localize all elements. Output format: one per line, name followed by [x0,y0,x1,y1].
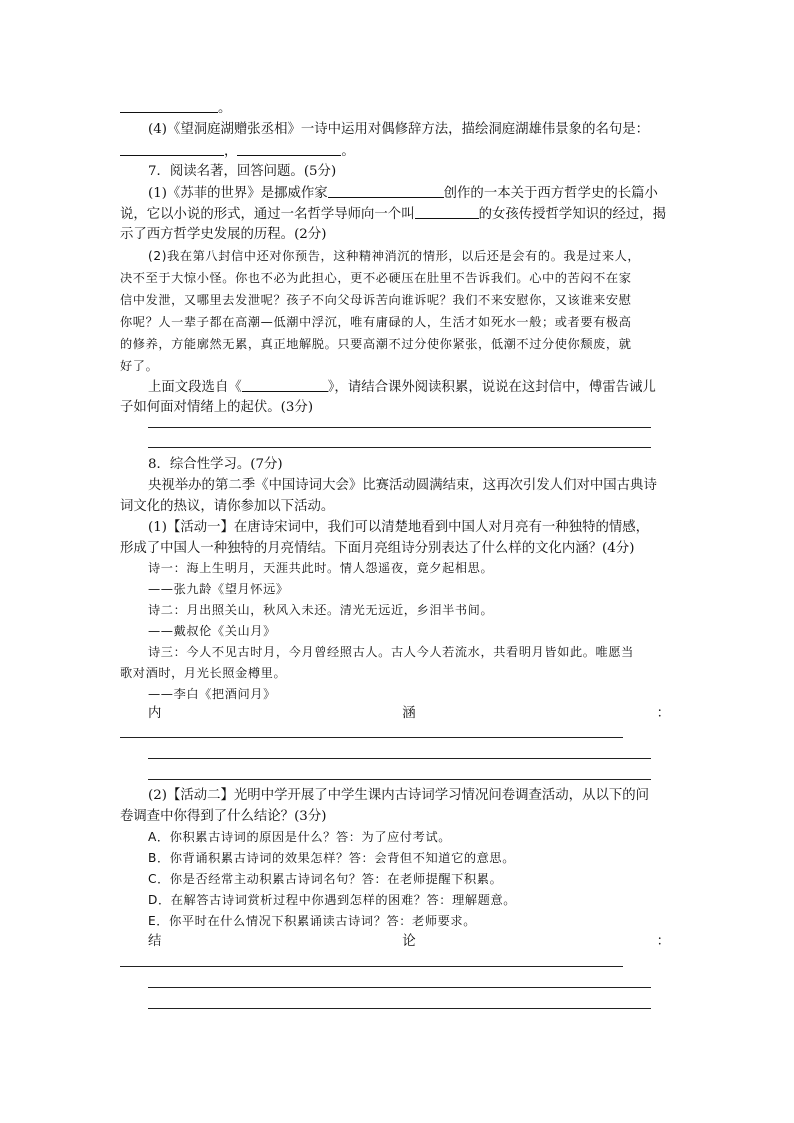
poem-attribution: ——李白《把酒问月》 [148,687,276,701]
q7-2-line1: 上面文段选自《 》，请结合课外阅读积累，说说在这封信中，傅雷告诫儿 [148,377,680,398]
answer-line[interactable] [120,966,623,967]
q8-heading: 8．综合性学习。(7分) [148,457,283,472]
poem-line: 歌对酒时，月光长照金樽里。 [120,666,287,680]
q7-1-line2: 说，它以小说的形式，通过一名哲学导师向一个叫 的女孩传授哲学知识的经过，揭 [120,204,680,225]
q6-4-prompt: (4)《望洞庭湖赠张丞相》一诗中运用对偶修辞方法，描绘洞庭湖雄伟景象的名句是： [148,122,650,137]
q6-4-answer-line: ， 。 [120,141,680,162]
q7-1-line1: (1)《苏菲的世界》是挪威作家 创作的一本关于西方哲学史的长篇小 [148,183,680,204]
poem-line: 诗二：月出照关山，秋风入未还。清光无远近，乡泪半书间。 [148,603,494,617]
poem-line: 诗三：今人不见古时月，今月曾经照古人。古人今人若流水，共看明月皆如此。唯愿当 [148,645,634,659]
answer-blank[interactable] [120,98,218,113]
answer-blank-second[interactable] [237,141,341,156]
passage-line: 好了。 [120,359,159,373]
poem-attribution: ——戴叔伦《关山月》 [148,624,276,638]
passage-line: 你呢？人一辈子都在高潮—低潮中浮沉，唯有庸碌的人，生活才如死水一般；或者要有极高 [120,315,632,329]
survey-item: C．你是否经常主动积累古诗词名句？答：在老师提醒下积累。 [148,872,503,886]
book-title-blank[interactable] [242,377,328,392]
survey-item: A．你积累古诗词的原因是什么？答：为了应付考试。 [148,830,452,844]
connotation-answer-label: 内 涵 ： [148,706,670,721]
passage-line: 的修养，方能廓然无累，真正地解脱。只要高潮不过分使你紧张，低潮不过分使你颓废，就 [120,337,632,351]
answer-line[interactable] [148,447,651,448]
q7-1-line3: 示了西方哲学史发展的历程。(2分) [120,227,327,242]
passage-line: (2)我在第八封信中还对你预告，这种精神消沉的情形，以后还是会有的。我是过来人， [148,249,641,263]
answer-line[interactable] [120,737,623,738]
survey-item: E．你平时在什么情况下积累诵读古诗词？答：老师要求。 [148,914,476,928]
activity1-line1: (1)【活动一】在唐诗宋词中，我们可以清楚地看到中国人对月亮有一种独特的情感， [148,520,650,535]
answer-line[interactable] [148,779,651,780]
survey-item: B．你背诵积累古诗词的效果怎样？答：会背但不知道它的意思。 [148,851,516,865]
girl-name-blank[interactable] [415,204,479,219]
activity1-line2: 形成了中国人一种独特的月亮情结。下面月亮组诗分别表达了什么样的文化内涵？(4分) [120,541,635,556]
q6-3-answer-line: 。 [120,98,680,119]
poem-line: 诗一：海上生明月，天涯共此时。情人怨遥夜，竟夕起相思。 [148,561,494,575]
conclusion-answer-label: 结 论 ： [148,934,670,949]
answer-line[interactable] [148,758,651,759]
poem-attribution: ——张九龄《望月怀远》 [148,582,289,596]
activity2-line1: (2)【活动二】光明中学开展了中学生课内古诗词学习情况问卷调查活动，从以下的问 [148,788,650,803]
activity2-line2: 卷调查中你得到了什么结论？(3分) [120,809,327,824]
q7-heading: 7．阅读名著，回答问题。(5分) [148,164,337,179]
passage-line: 决不至于大惊小怪。你也不必为此担心，更不必硬压在肚里不告诉我们。心中的苦闷不在家 [120,271,632,285]
author-blank[interactable] [328,183,444,198]
q8-intro-line1: 央视举办的第二季《中国诗词大会》比赛活动圆满结束，这再次引发人们对中国古典诗 [148,478,657,493]
answer-line[interactable] [148,1008,651,1009]
q8-intro-line2: 词文化的热议，请你参加以下活动。 [120,499,335,514]
passage-line: 信中发泄，又哪里去发泄呢？孩子不向父母诉苦向谁诉呢？我们不来安慰你，又该谁来安慰 [120,293,632,307]
answer-blank-first[interactable] [120,141,224,156]
answer-line[interactable] [148,427,651,428]
q7-2-line2: 子如何面对情绪上的起伏。(3分) [120,400,314,415]
survey-item: D．在解答古诗词赏析过程中你遇到怎样的困难？答：理解题意。 [148,893,517,907]
answer-line[interactable] [148,987,651,988]
